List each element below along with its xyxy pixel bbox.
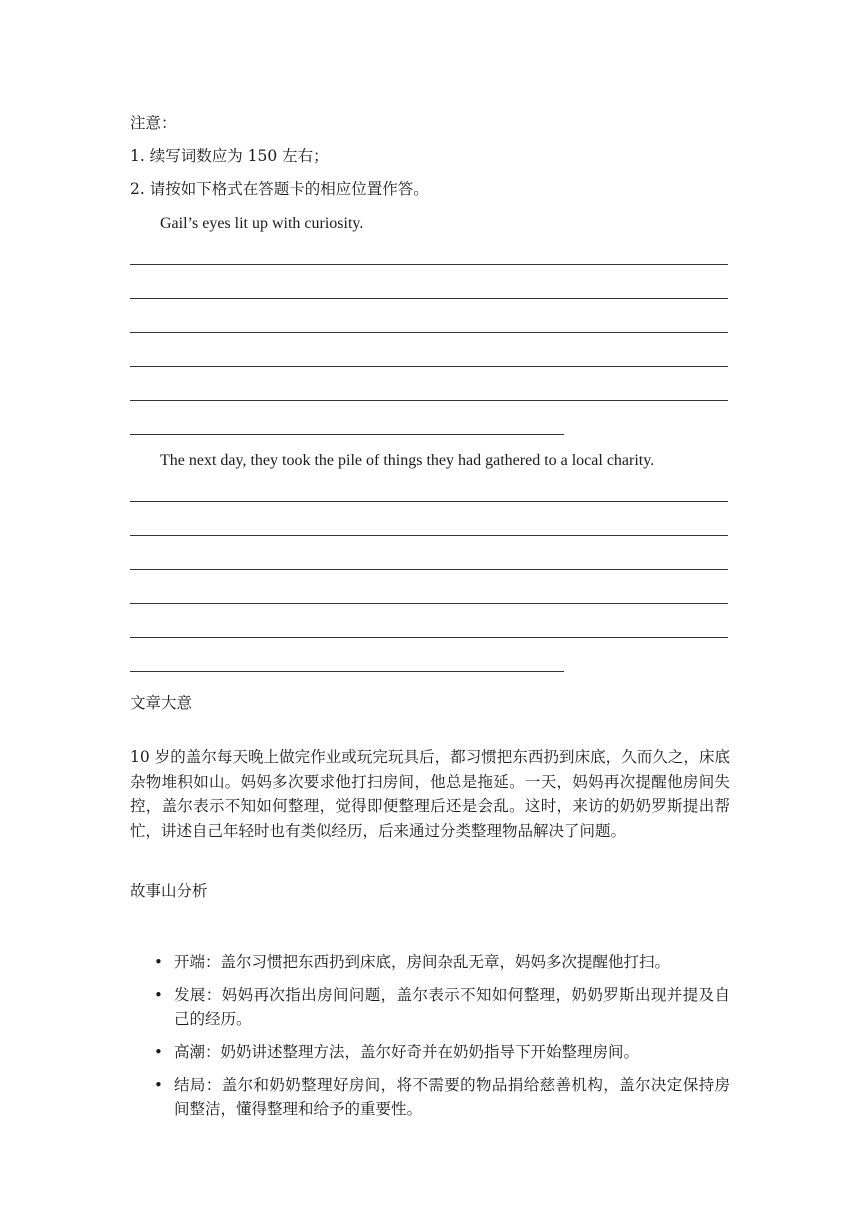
- bullet-icon: •: [154, 1076, 163, 1094]
- list-item-beginning: [130, 950, 730, 974]
- summary-paragraph: 10 岁的盖尔每天晚上做完作业或玩完玩具后，都习惯把东西扔到床底，久而久之，床底杂物堆积如山。妈妈多次要求他打扫房间，他总是拖延。一天，妈妈再次提醒他房间失控，盖尔表示不知如何整理，觉得即便整理后还是会乱。这时，来访的奶奶罗斯提出帮忙，讲述自己年轻时也有类似经历，后来通过分类整理物品解决了问题。: [130, 748, 730, 840]
- story-mountain-list: [130, 950, 730, 1130]
- notes-item-word-count: 1. 续写词数应为 150 左右；: [130, 147, 329, 165]
- answer-line: [130, 501, 728, 502]
- list-item-ending: [130, 1073, 730, 1121]
- answer-line: [130, 569, 728, 570]
- bullet-icon: •: [154, 1043, 163, 1061]
- answer-line: [130, 637, 728, 638]
- answer-line: [130, 400, 728, 401]
- list-item-text: 高潮：奶奶讲述整理方法，盖尔好奇并在奶奶指导下开始整理房间。: [174, 1043, 640, 1061]
- list-item-development: [130, 983, 730, 1031]
- answer-line: [130, 264, 728, 265]
- bullet-icon: •: [154, 986, 163, 1004]
- list-item-text: 结局：盖尔和奶奶整理好房间，将不需要的物品捐给慈善机构，盖尔决定保持房间整洁，懂得整理和给予的重要性。: [174, 1076, 730, 1118]
- answer-line: [130, 535, 728, 536]
- list-item-text: 开端：盖尔习惯把东西扔到床底，房间杂乱无章，妈妈多次提醒他打扫。: [174, 953, 671, 971]
- answer-line: [130, 603, 728, 604]
- answer-line: [130, 298, 728, 299]
- answer-line: [130, 671, 564, 672]
- bullet-icon: •: [154, 953, 163, 971]
- answer-line: [130, 332, 728, 333]
- paragraph2-opening-sentence: The next day, they took the pile of things they had gathered to a local charity.: [160, 452, 655, 469]
- list-item-text: 发展：妈妈再次指出房间问题，盖尔表示不知如何整理，奶奶罗斯出现并提及自己的经历。: [174, 986, 730, 1028]
- answer-line: [130, 434, 564, 435]
- analysis-heading: 故事山分析: [130, 882, 208, 900]
- notes-heading: 注意：: [130, 114, 177, 132]
- summary-heading: 文章大意: [130, 694, 193, 712]
- list-item-climax: [130, 1040, 730, 1064]
- notes-item-format: 2. 请按如下格式在答题卡的相应位置作答。: [130, 180, 429, 198]
- answer-line: [130, 366, 728, 367]
- paragraph1-opening-sentence: Gail’s eyes lit up with curiosity.: [160, 215, 364, 232]
